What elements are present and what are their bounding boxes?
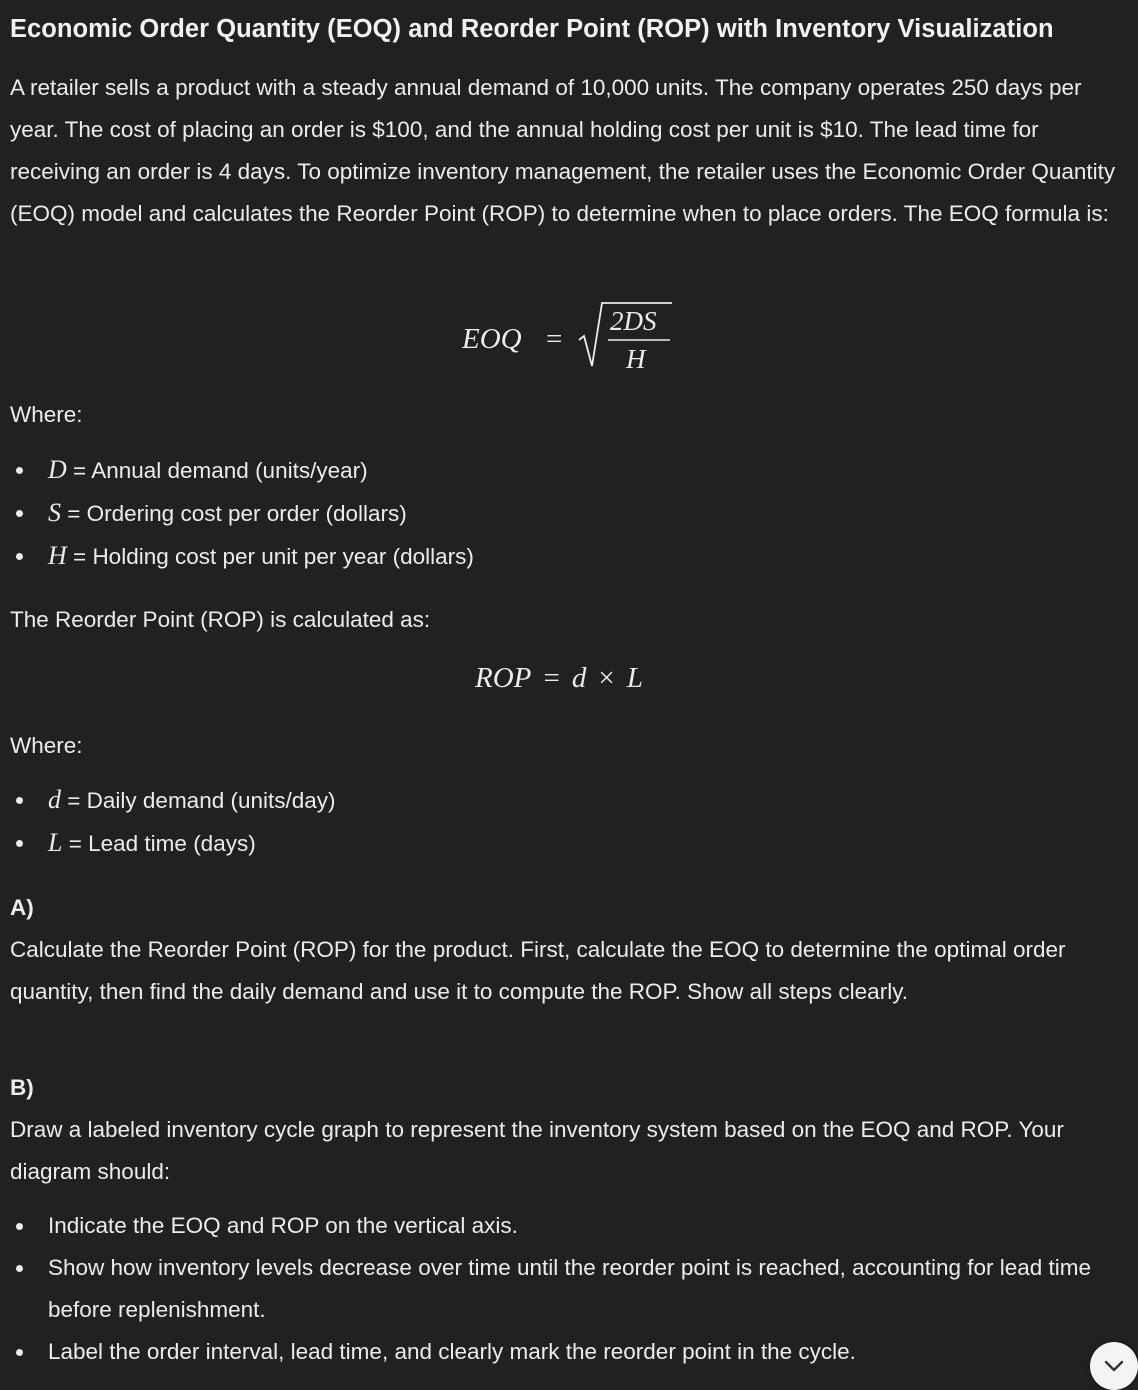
part-a-text: Calculate the Reorder Point (ROP) for the product. First, calculate the EOQ to determine the optimal order quantity, then find the daily demand and use it to compute the ROP. Show all steps clearly. bbox=[10, 937, 1066, 1004]
rop-lhs: ROP bbox=[475, 662, 532, 694]
where-label-rop: Where: bbox=[10, 733, 83, 758]
bullet-icon bbox=[16, 553, 23, 560]
eoq-equals: = bbox=[546, 323, 563, 355]
list-item: D = Annual demand (units/year) bbox=[10, 449, 1120, 492]
part-b-text: Draw a labeled inventory cycle graph to represent the inventory system based on the EOQ and ROP. Your diagram should: bbox=[10, 1117, 1064, 1184]
page-title: Economic Order Quantity (EOQ) and Reorder Point (ROP) with Inventory Visualization bbox=[10, 15, 1054, 43]
bullet-icon bbox=[16, 840, 23, 847]
bullet-icon bbox=[16, 797, 23, 804]
eoq-numerator: 2DS bbox=[610, 306, 657, 336]
list-item: L = Lead time (days) bbox=[10, 822, 1120, 865]
bullet-icon bbox=[16, 467, 23, 474]
rop-times: × bbox=[598, 662, 615, 694]
part-b-label: B) bbox=[10, 1075, 34, 1100]
list-item: H = Holding cost per unit per year (dollars) bbox=[10, 535, 1120, 578]
rop-intro: The Reorder Point (ROP) is calculated as: bbox=[10, 607, 431, 632]
rop-d: d bbox=[571, 662, 587, 694]
rop-formula bbox=[475, 662, 643, 695]
bullet-icon bbox=[16, 1349, 23, 1356]
eoq-denominator: H bbox=[626, 344, 646, 374]
list-item: Label the order interval, lead time, and clearly mark the reorder point in the cycle. bbox=[10, 1331, 1120, 1373]
where-label-eoq: Where: bbox=[10, 402, 83, 427]
list-item: Show how inventory levels decrease over time until the reorder point is reached, accounting for lead time before replenishment. bbox=[10, 1247, 1120, 1331]
eoq-formula bbox=[462, 300, 682, 388]
rop-equals: = bbox=[543, 662, 560, 694]
part-a-label: A) bbox=[10, 895, 34, 920]
eoq-lhs: EOQ bbox=[462, 323, 522, 355]
rop-variable-list bbox=[10, 779, 1120, 865]
bullet-icon bbox=[16, 510, 23, 517]
bullet-icon bbox=[16, 1223, 23, 1230]
eoq-variable-list bbox=[10, 449, 1120, 578]
intro-paragraph: A retailer sells a product with a steady annual demand of 10,000 units. The company operates 250 days per year. The cost of placing an order is $100, and the annual holding cost per unit is $10. The lead time for receiving an order is 4 days. To optimize inventory management, the retailer uses the Economic Order Quantity (EOQ) model and calculates the Reorder Point (ROP) to determine when to place orders. The EOQ formula is: bbox=[10, 75, 1116, 226]
bullet-icon bbox=[16, 1265, 23, 1272]
eoq-formula-graphic bbox=[462, 300, 682, 380]
rop-L: L bbox=[626, 662, 643, 694]
list-item: Indicate the EOQ and ROP on the vertical axis. bbox=[10, 1205, 1120, 1247]
list-item: S = Ordering cost per order (dollars) bbox=[10, 492, 1120, 535]
list-item: d = Daily demand (units/day) bbox=[10, 779, 1120, 822]
scroll-down-button[interactable] bbox=[1090, 1342, 1138, 1390]
chevron-down-icon bbox=[1102, 1356, 1126, 1376]
part-b-requirements bbox=[10, 1205, 1120, 1373]
